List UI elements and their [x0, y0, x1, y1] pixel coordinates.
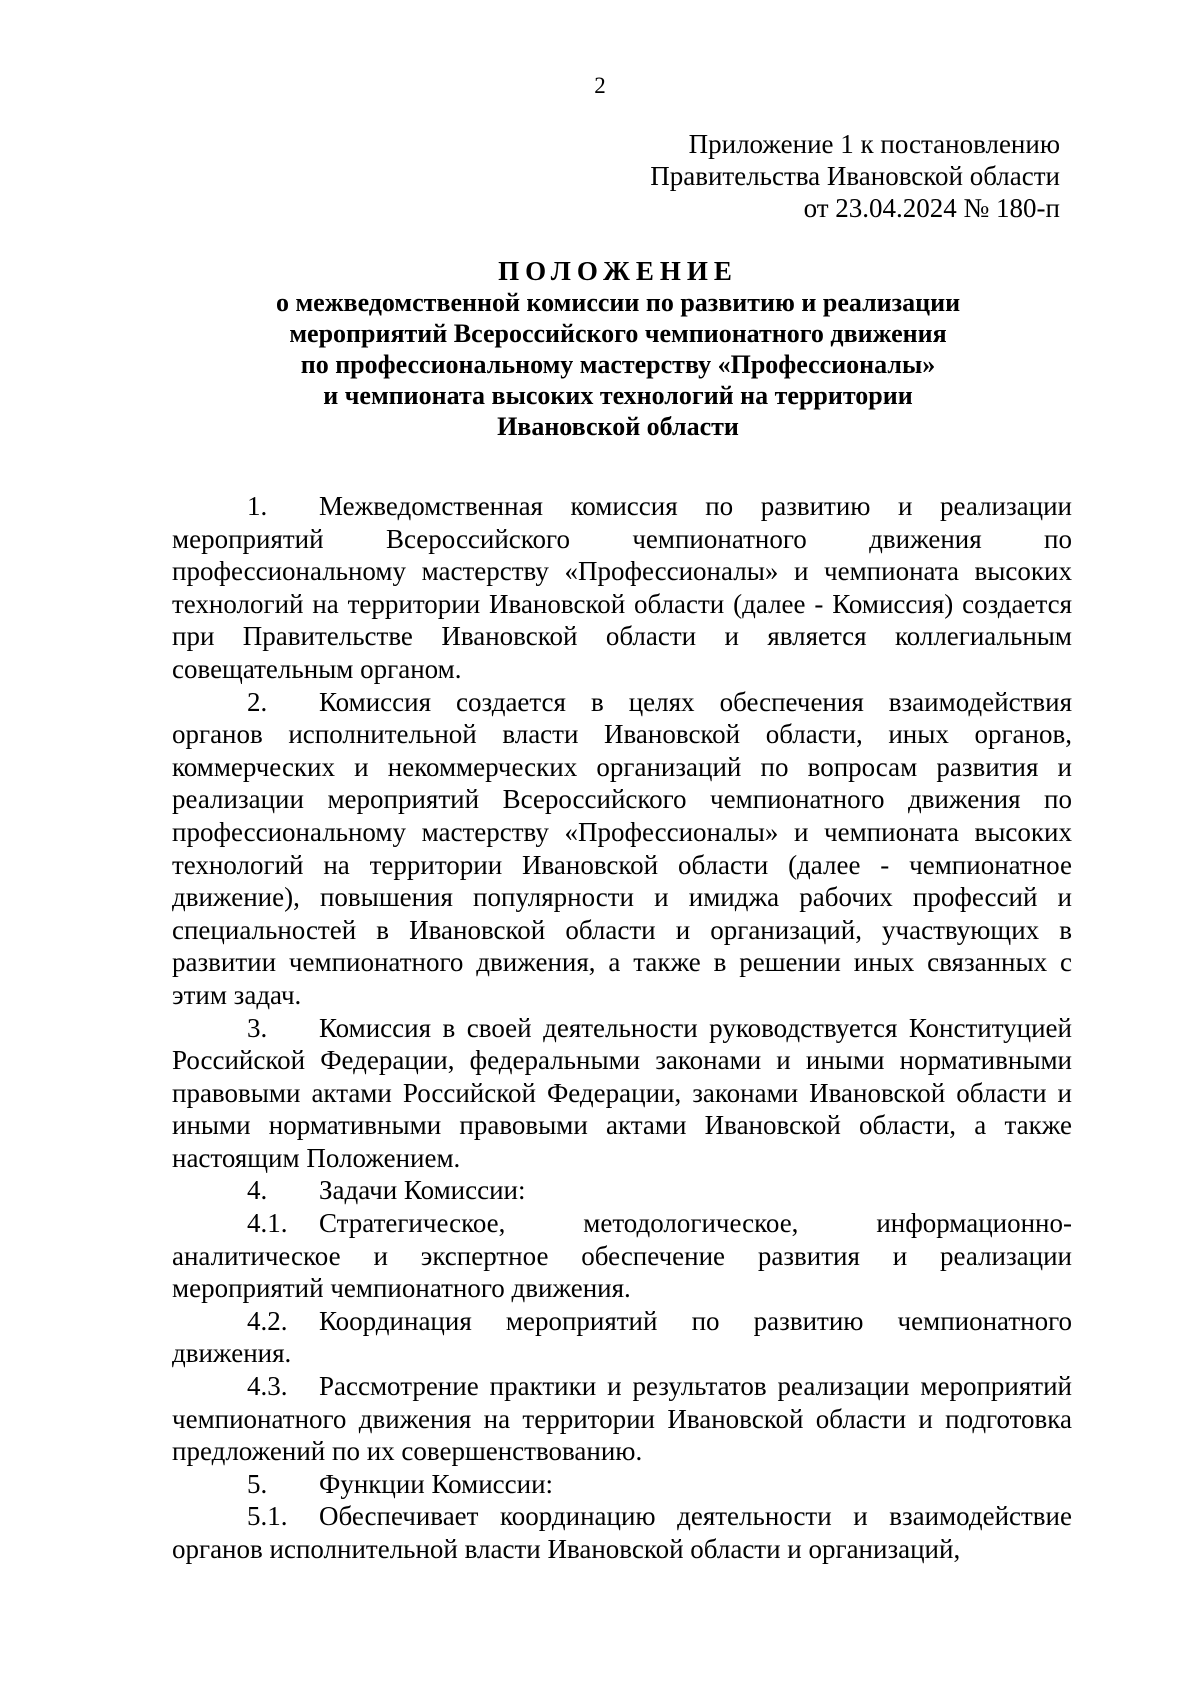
paragraph-number: 3.: [247, 1012, 268, 1043]
heading-line-4: и чемпионата высоких технологий на территории: [323, 381, 913, 410]
heading-line-3: по профессиональному мастерству «Профессионалы»: [300, 350, 936, 379]
paragraph-4-1: [172, 1207, 1072, 1305]
paragraph-number: 2.: [247, 686, 268, 717]
page-number: 2: [594, 73, 606, 98]
heading-title: ПОЛОЖЕНИЕ: [498, 256, 738, 286]
paragraph-text: Стратегическое, методологическое, информационно-аналитическое и экспертное обеспечение развития и реализации мероприятий чемпионатного движения.: [172, 1208, 1072, 1304]
paragraph-4-3: [172, 1370, 1072, 1468]
paragraph-3: [172, 1012, 1072, 1175]
paragraph-4: [172, 1174, 1072, 1207]
appendix-line-1: Приложение 1 к постановлению: [688, 129, 1060, 159]
appendix-line-3: от 23.04.2024 № 180-п: [803, 193, 1060, 223]
paragraph-2: [172, 686, 1072, 1012]
document-body: [172, 490, 1072, 1566]
paragraph-5-1: [172, 1500, 1072, 1565]
paragraph-text: Функции Комиссии:: [319, 1468, 554, 1499]
paragraph-text: Координация мероприятий по развитию чемпионатного движения.: [172, 1305, 1072, 1369]
document-heading: [0, 256, 1200, 442]
paragraph-number: 5.: [247, 1468, 268, 1499]
appendix-line-2: Правительства Ивановской области: [650, 161, 1060, 191]
heading-line-1: о межведомственной комиссии по развитию и реализации: [275, 288, 961, 317]
paragraph-number: 4.1.: [247, 1208, 288, 1239]
paragraph-number: 4.2.: [247, 1305, 288, 1336]
paragraph-number: 4.3.: [247, 1371, 288, 1402]
paragraph-text: Задачи Комиссии:: [319, 1175, 526, 1206]
heading-line-5: Ивановской области: [497, 412, 739, 441]
paragraph-text: Комиссия в своей деятельности руководствуется Конституцией Российской Федерации, федеральными законами и иными нормативными правовыми актами Российской Федерации, законами Ивановской области и иными нормативными правовыми актами Ивановской области, а также настоящим Положением.: [172, 1012, 1072, 1173]
heading-line-2: мероприятий Всероссийского чемпионатного движения: [289, 319, 947, 348]
appendix-block: [460, 128, 1060, 224]
paragraph-text: Комиссия создается в целях обеспечения взаимодействия органов исполнительной власти Ивановской области, иных органов, коммерческих и некоммерческих организаций по вопросам развития и реализации мероприятий Всероссийского чемпионатного движения по профессиональному мастерству «Профессионалы» и чемпионата высоких технологий на территории Ивановской области (далее - чемпионатное движение), повышения популярности и имиджа рабочих профессий и специальностей в Ивановской области и организаций, участвующих в развитии чемпионатного движения, а также в решении иных связанных с этим задач.: [172, 686, 1072, 1010]
paragraph-number: 4.: [247, 1175, 268, 1206]
paragraph-text: Обеспечивает координацию деятельности и взаимодействие органов исполнительной власти Ивановской области и организаций,: [172, 1501, 1072, 1564]
paragraph-number: 5.1.: [247, 1501, 288, 1532]
paragraph-4-2: [172, 1305, 1072, 1370]
paragraph-number: 1.: [247, 491, 268, 521]
paragraph-5: [172, 1468, 1072, 1501]
paragraph-1: [172, 490, 1072, 686]
paragraph-text: Межведомственная комиссия по развитию и реализации мероприятий Всероссийского чемпионатного движения по профессиональному мастерству «Профессионалы» и чемпионата высоких технологий на территории Ивановской области (далее - Комиссия) создается при Правительстве Ивановской области и является коллегиальным совещательным органом.: [172, 491, 1072, 684]
paragraph-text: Рассмотрение практики и результатов реализации мероприятий чемпионатного движения на территории Ивановской области и подготовка предложений по их совершенствованию.: [172, 1371, 1072, 1467]
